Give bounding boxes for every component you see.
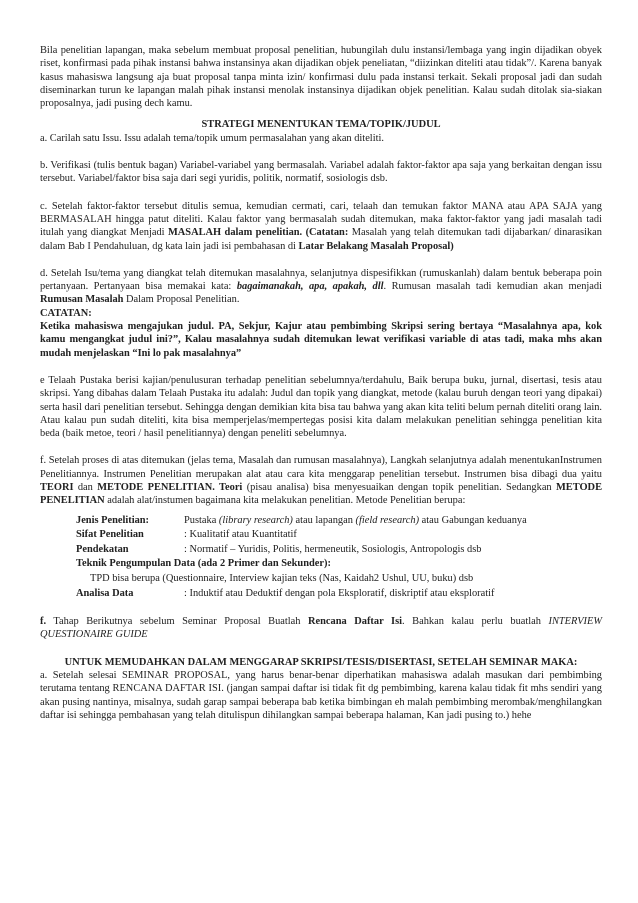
tahap-italic: INTERVIEW QUESTIONAIRE GUIDE [40, 616, 603, 641]
method-value-analisa: : Induktif atau Deduktif dengan pola Eksploratif, diskriptif atau eksploratif [184, 587, 495, 599]
item-f-bold-2: METODE PENELITIAN. Teori [97, 482, 243, 494]
item-f-bold-1: TEORI [40, 482, 74, 494]
method-row-pendekatan [76, 543, 602, 558]
item-f-bold-3: METODE PENELITIAN [40, 482, 602, 507]
item-d-text-1: d. Setelah Isu/tema yang diangkat telah ditemukan masalahnya, selanjutnya dispesifikkan (rumuskanlah) dalam bentuk beberapa poin pertanyaan. Pertanyaan bisa memakai kata: [40, 267, 602, 293]
method-list [76, 514, 602, 602]
method-label-sifat: Sifat Penelitian [76, 529, 144, 541]
jenis-text-1: Pustaka [184, 514, 219, 526]
method-label-analisa: Analisa Data [76, 587, 134, 599]
tahap-bold: Rencana Daftar Isi [308, 616, 403, 628]
catatan-label: CATATAN: [40, 307, 92, 319]
item-f-text-4: adalah alat/instumen bagaimana kita melakukan penelitian. Metode Penelitian berupa: [104, 495, 466, 507]
item-f-text-2: dan [73, 482, 98, 494]
strategy-item-f [40, 454, 602, 507]
tahap-text-2: . Bahkan kalau perlu buatlah [402, 616, 549, 628]
closing-item-a: a. Setelah selesai SEMINAR PROPOSAL, yang harus benar-benar diperhatikan mahasiswa adalah masukan dari pembimbing terutama tentang RENCANA DAFTAR ISI. (jangan sampai daftar isi tidak fit dg pembimbing, karena kalau tidak fit mhs sendiri yang akan pusing nantinya, misalnya, sudah garap sampai beberapa bab ketika bimbingan eh malah pembimbing merombak/menghilangkan daftar isi sehingga pembahasan yang telah ditulispun dihilangkan sampai beberapa halaman, Kan jadi pusing to.) hehe [40, 670, 602, 721]
method-value-pendekatan: : Normatif – Yuridis, Politis, hermeneutik, Sosiologis, Antropologis dsb [184, 543, 482, 555]
method-label-teknik: Teknik Pengumpulan Data (ada 2 Primer dan Sekunder): [76, 558, 331, 570]
document-page [40, 44, 602, 722]
strategy-item-e: e Telaah Pustaka berisi kajian/penulusuran terhadap penelitian sebelumnya/terdahulu, Baik berupa buku, jurnal, disertasi, tesis atau skripsi. Yang dibahas dalam Telaah Pustaka itu adalah: Judul dan topik yang diangkat, metode (kalau buruh dengan teori yang dipakai) serta hasil dari penelitian tersebut. Sehingga dengan demikian kita bisa tau bahwa yang akan kita teliti belum pernah diteliti orang lain. Atau kalau pun sudah diteliti, kita bisa memperjelas/mempertegas posisi kita dalam melakukan penelitian sehingga penelitian kita beda (baik metoe, teori / hasil penelitiannya) dengan peneliti sebelumnya. [40, 374, 602, 440]
strategy-item-b: b. Verifikasi (tulis bentuk bagan) Variabel-variabel yang bermasalah. Variabel adalah faktor-faktor apa saja yang berkaitan dengan issu tersebut. Variabel/faktor bisa saja dari segi yuridis, politik, normatif, sosiologis dsb. [40, 160, 602, 185]
strategy-heading: STRATEGI MENENTUKAN TEMA/TOPIK/JUDUL [201, 119, 441, 131]
item-d-question-words: bagaimanakah, apa, apakah, dll [236, 281, 384, 293]
intro-paragraph: Bila penelitian lapangan, maka sebelum membuat proposal penelitian, hubungilah dulu instansi/lembaga yang ingin dijadikan obyek riset, konfirmasi pada pihak instansi bahwa instansinya akan dijadikan objek peneliatan, “diizinkan diteliti atau tidak”/. Karena banyak kasus mahasiswa langsung aja buat proposal tanpa minta izin/ konfirmasi dulu pada instansi terkait. Sekali proposal jadi dan sudah diseminarkan turun ke lapangan malah pihak instansi menolak instansinya dijadikan objek penelitian. Kalau sudah ditolak sia-siakan proposalnya, jadi pusing dech kamu. [40, 45, 602, 110]
closing-heading: UNTUK MEMUDAHKAN DALAM MENGGARAP SKRIPSI/TESIS/DISERTASI, SETELAH SEMINAR MAKA: [64, 656, 578, 668]
method-row-sifat [76, 528, 602, 543]
jenis-italic-1: (library research) [218, 514, 293, 526]
jenis-text-2: atau lapangan [292, 514, 356, 526]
jenis-italic-2: (field research) [355, 514, 420, 526]
method-row-analisa [76, 587, 602, 602]
tahap-text-1: Tahap Berikutnya sebelum Seminar Proposal Buatlah [46, 616, 309, 628]
method-row-teknik [76, 557, 602, 572]
catatan-text: Ketika mahasiswa mengajukan judul. PA, Sekjur, Kajur atau pembimbing Skripsi sering bertaya “Masalahnya apa, kok kamu mengangkat judul ini?”, Kalau masalahnya sudah ditemukan lewat verifikasi variable di atas tadi, maka mhs akan mudah menjelaskan “Ini lo pak masalahnya” [40, 321, 602, 359]
strategy-item-c [40, 200, 602, 253]
item-d-bold: Rumusan Masalah [40, 294, 124, 306]
strategy-item-a: a. Carilah satu Issu. Issu adalah tema/topik umum permasalahan yang akan diteliti. [40, 132, 384, 144]
item-c-text-1: c. Setelah faktor-faktor tersebut ditulis semua, kemudian cermati, cari, telaah dan temukan faktor MANA atau APA SAJA yang BERMASALAH hingga patut diteliti. Kalau faktor yang bermasalah sudah ditemukan, maka faktor-faktor yang jadi masalah tadi itulah yang diangkat Menjadi [40, 200, 602, 239]
item-d-text-3: Dalam Proposal Penelitian. [123, 294, 240, 306]
item-c-bold-2: Latar Belakang Masalah Proposal) [298, 240, 454, 252]
item-f-text-1: f. Setelah proses di atas ditemukan (jelas tema, Masalah dan rumusan masalahnya), Langkah selanjutnya adalah menentukanInstrumen Penelitiannya. Instrumen Penelitian merupakan alat atau cara kita menggarap penelitian tersebut. Instrumen bisa dibagi dua yaitu [40, 455, 602, 480]
method-value-sifat: : Kualitatif atau Kuantitatif [184, 529, 297, 541]
method-label-jenis: Jenis Penelitian: [76, 514, 150, 526]
method-row-jenis [76, 514, 602, 529]
method-label-pendekatan: Pendekatan [76, 543, 129, 555]
method-value-teknik: TPD bisa berupa (Questionnaire, Interview kajian teks (Nas, Kaidah2 Ushul, UU, buku) dsb [90, 572, 474, 584]
item-c-text-2: Masalah yang telah ditemukan tadi dijabarkan/ dinarasikan dalam Bab I Pendahuluan, dg kata lain jadi isi pembahasan di [40, 227, 602, 252]
method-row-teknik-detail [76, 572, 602, 587]
tahap-paragraph [40, 615, 602, 642]
jenis-text-3: atau Gabungan keduanya [419, 514, 527, 526]
item-f-text-3: (pisau analisa) bisa menyesuaikan dengan topik penelitian. Sedangkan [242, 482, 556, 494]
item-c-bold-1: MASALAH dalam penelitian. (Catatan: [168, 227, 349, 239]
strategy-item-d [40, 267, 602, 307]
tahap-label: f. [40, 616, 47, 628]
item-d-text-2: . Rumusan masalah tadi kemudian akan menjadi [383, 281, 602, 293]
